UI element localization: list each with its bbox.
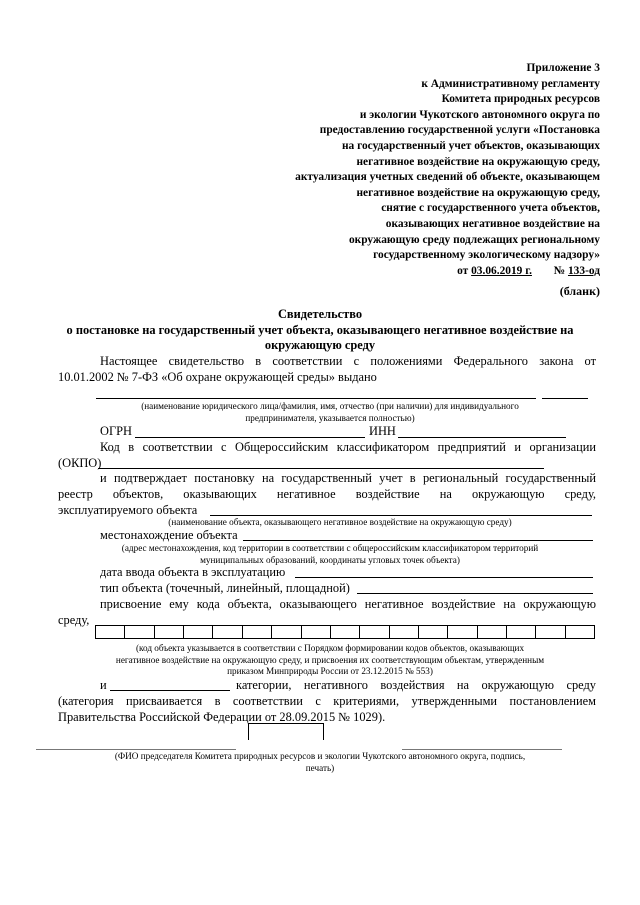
location-note (60, 543, 600, 566)
code-assign-line-2: среду, (58, 613, 90, 627)
category-prefix: и (100, 678, 107, 692)
code-cell[interactable] (419, 626, 448, 638)
order-date-number (140, 264, 600, 280)
header-line: снятие с государственного учета объектов, (381, 202, 600, 215)
note-line: (адрес местонахождения, код территории в соответствии с общероссийским классификатором территорий (121, 543, 539, 553)
object-name-note: (наименование объекта, оказывающего негативное воздействие на окружающую среду) (168, 517, 512, 527)
code-cell[interactable] (155, 626, 184, 638)
category-line-3: Правительства Российской Федерации от 28.09.2015 № 1029). (58, 710, 386, 724)
code-cell[interactable] (302, 626, 331, 638)
title-line: о постановке на государственный учет объекта, оказывающего негативное воздействие на (66, 322, 574, 337)
category-line-1: категории, негативного воздействия на окружающую среду (236, 678, 596, 692)
code-cell[interactable] (390, 626, 419, 638)
note-line: (код объекта указывается в соответствии с Порядком формировании кодов объектов, оказывающих (135, 643, 525, 653)
issuee-name-field[interactable] (96, 398, 536, 399)
document-title (40, 307, 600, 354)
header-line: государственному экологическому надзору» (373, 249, 600, 262)
code-cell[interactable] (243, 626, 272, 638)
order-date: 03.06.2019 г. (471, 264, 532, 277)
ogrn-label: ОГРН (100, 424, 132, 438)
ogrn-field[interactable] (135, 437, 365, 438)
okpo-line-1: Код в соответствии с Общероссийским классификатором предприятий и организации (100, 440, 596, 454)
confirm-line-3: эксплуатируемого объекта (58, 503, 198, 517)
note-line: негативное воздействие на окружающую среду, и присвоения их соответствующим объектам, утвержденным (115, 654, 545, 665)
category-stamp-box (248, 723, 324, 740)
header-line: актуализация учетных сведений об объекте, оказывающем (295, 171, 600, 184)
code-cell[interactable] (566, 626, 594, 638)
code-cell[interactable] (536, 626, 565, 638)
okpo-field[interactable] (98, 468, 544, 469)
header-line: оказывающих негативное воздействие на (385, 217, 600, 230)
title-line: Свидетельство (277, 307, 363, 321)
signature-note (40, 751, 600, 774)
note-line: печать) (305, 762, 335, 773)
header-line: окружающую среду подлежащих региональному (348, 233, 600, 246)
confirm-line-2: реестр объектов, оказывающих негативное воздействие на окружающую среду, (58, 487, 596, 501)
category-line-2: (категория присваивается в соответствии с критериями, утвержденными постановлением (58, 694, 596, 708)
commission-date-field[interactable] (295, 577, 593, 578)
appendix-header (140, 61, 600, 279)
date-prefix: от (457, 264, 469, 277)
issuee-note (60, 401, 600, 424)
header-line: Комитета природных ресурсов (441, 93, 600, 106)
okpo-line-2: (ОКПО) (58, 456, 102, 470)
header-line: к Административному регламенту (421, 77, 600, 90)
note-line: предпринимателя, указывается полностью) (245, 412, 415, 423)
header-line: предоставлению государственной услуги «Постановка (319, 124, 600, 137)
category-field[interactable] (110, 690, 230, 691)
signature-fio-field[interactable] (36, 749, 236, 750)
blank-label: (бланк) (559, 284, 600, 298)
header-line: негативное воздействие на окружающую среду, (356, 186, 600, 199)
title-line: окружающую среду (264, 338, 376, 352)
note-line: (ФИО председателя Комитета природных ресурсов и экологии Чукотского автономного округа, подпись, (114, 751, 526, 761)
code-note (60, 643, 600, 678)
signature-field[interactable] (402, 749, 562, 750)
code-cell[interactable] (272, 626, 301, 638)
code-assign-line-1: присвоение ему кода объекта, оказывающего негативное воздействие на окружающую (100, 597, 596, 611)
location-label: местонахождение объекта (100, 528, 238, 542)
note-line: (наименование юридического лица/фамилия, имя, отчество (при наличии) для индивидуального (141, 401, 519, 411)
confirm-line-1: и подтверждает постановку на государственный учет в региональный государственный (100, 471, 596, 485)
order-number: 133-од (567, 264, 600, 277)
intro-line-2: 10.01.2002 № 7-ФЗ «Об охране окружающей среды» выдано (58, 370, 377, 384)
inn-field[interactable] (398, 437, 566, 438)
code-cell[interactable] (507, 626, 536, 638)
commission-date-label: дата ввода объекта в эксплуатацию (100, 565, 286, 579)
object-type-field[interactable] (357, 593, 593, 594)
code-cell[interactable] (96, 626, 125, 638)
inn-label: ИНН (369, 424, 396, 438)
header-line: негативное воздействие на окружающую среду, (356, 155, 600, 168)
header-line: и экологии Чукотского автономного округа по (359, 108, 600, 121)
code-cell[interactable] (360, 626, 389, 638)
code-cell[interactable] (331, 626, 360, 638)
intro-line-1: Настоящее свидетельство в соответствии с положениями Федерального закона от (100, 354, 596, 368)
location-field[interactable] (243, 540, 593, 541)
code-cell[interactable] (125, 626, 154, 638)
code-cell[interactable] (448, 626, 477, 638)
object-name-field[interactable] (210, 515, 592, 516)
code-cell[interactable] (478, 626, 507, 638)
note-line: муниципальных образований, координаты угловых точек объекта) (200, 554, 460, 565)
number-prefix: № (553, 264, 566, 277)
issuee-name-field-end[interactable] (542, 398, 588, 399)
code-cell[interactable] (184, 626, 213, 638)
object-type-label: тип объекта (точечный, линейный, площадной) (100, 581, 350, 595)
note-line: приказом Минприроды России от 23.12.2015 № 553) (227, 666, 433, 676)
code-cell[interactable] (213, 626, 242, 638)
header-line: Приложение 3 (526, 62, 600, 74)
header-line: на государственный учет объектов, оказывающих (341, 139, 600, 152)
object-code-cells[interactable] (95, 625, 595, 639)
